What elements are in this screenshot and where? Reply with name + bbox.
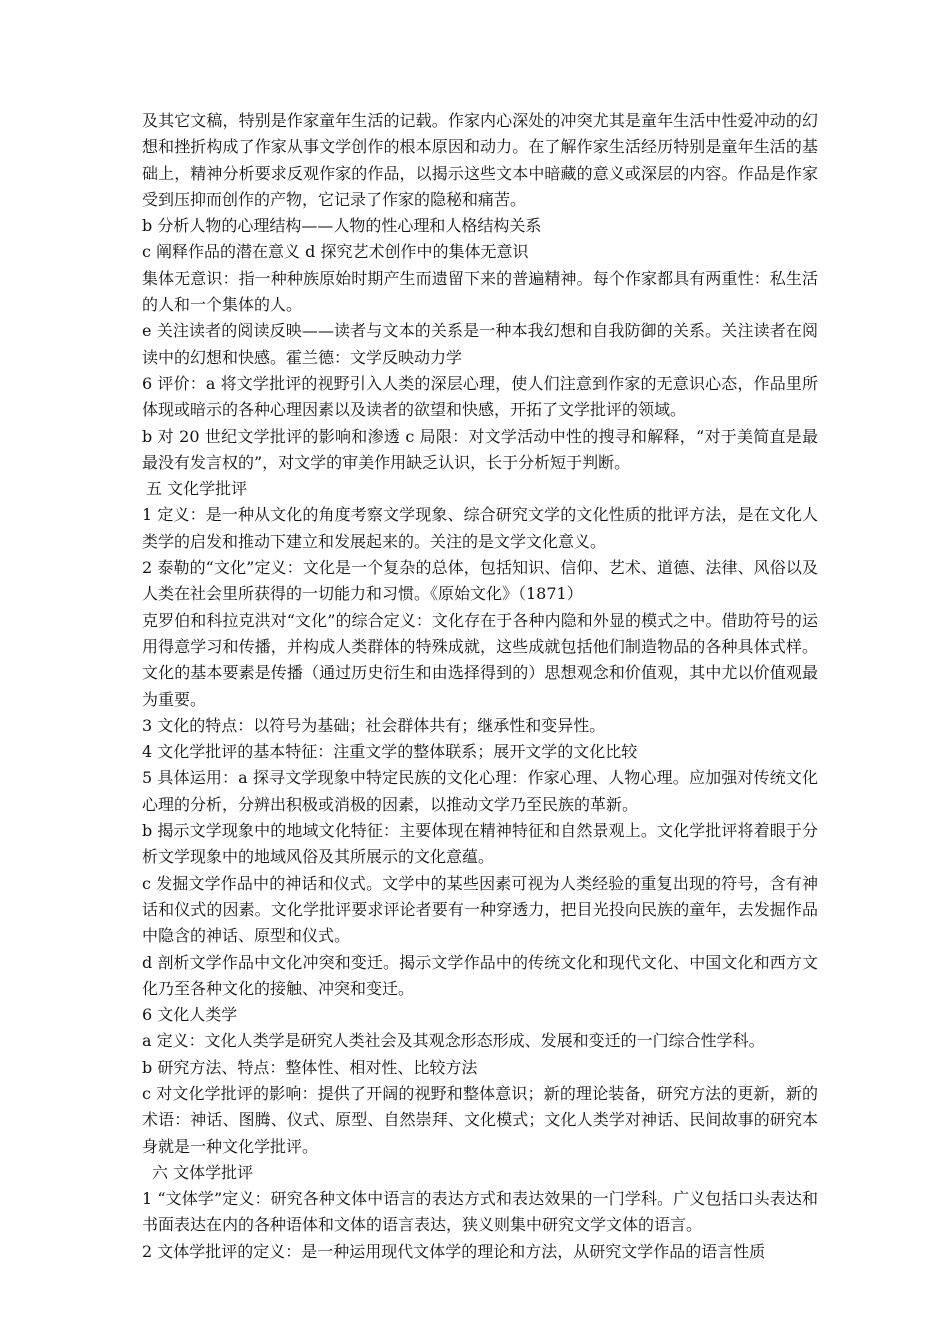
paragraph: b 揭示文学现象中的地域文化特征：主要体现在精神特征和自然景观上。文化学批评将着眼于分析文学现象中的地域风俗及其所展示的文化意蕴。: [142, 821, 818, 867]
paragraph: 集体无意识：指一种种族原始时期产生而遗留下来的普遍精神。每个作家都具有两重性：私生活的人和一个集体的人。: [142, 268, 818, 315]
paragraph: e 关注读者的阅读反映——读者与文本的关系是一种本我幻想和自我防御的关系。关注读者在阅读中的幻想和快感。霍兰德：文学反映动力学: [142, 321, 818, 367]
paragraph: 3 文化的特点：以符号为基础；社会群体共有；继承性和变异性。: [142, 715, 606, 735]
paragraph: a 定义：文化人类学是研究人类社会及其观念形态形成、发展和变迁的一门综合性学科。: [142, 1031, 765, 1051]
paragraph: c 对文化学批评的影响：提供了开阔的视野和整体意识；新的理论装备，研究方法的更新，新的术语：神话、图腾、仪式、原型、自然崇拜、文化模式；文化人类学对神话、民间故事的研究本身就是一种文化学批评。: [142, 1083, 818, 1156]
paragraph: c 发掘文学作品中的神话和仪式。文学中的某些因素可视为人类经验的重复出现的符号，含有神话和仪式的因素。文化学批评要求评论者要有一种穿透力，把目光投向民族的童年，去发掘作品中隐含的神话、原型和仪式。: [142, 873, 818, 946]
paragraph: d 剖析文学作品中文化冲突和变迁。揭示文学作品中的传统文化和现代文化、中国文化和西方文化乃至各种文化的接触、冲突和变迁。: [142, 952, 818, 998]
paragraph: 2 文体学批评的定义：是一种运用现代文体学的理论和方法，从研究文学作品的语言性质: [142, 1241, 766, 1261]
paragraph: b 研究方法、特点：整体性、相对性、比较方法: [142, 1057, 478, 1077]
paragraph: c 阐释作品的潜在意义 d 探究艺术创作中的集体无意识: [142, 242, 529, 262]
paragraph: 4 文化学批评的基本特征：注重文学的整体联系；展开文学的文化比较: [142, 742, 638, 762]
paragraph: 1 “文体学”定义：研究各种文体中语言的表达方式和表达效果的一门学科。广义包括口头表达和书面表达在内的各种语体和文体的语言表达，狭义则集中研究文学文体的语言。: [142, 1189, 818, 1235]
paragraph: b 对 20 世纪文学批评的影响和渗透 c 局限：对文学活动中性的搜寻和解释，“对于美简直是最最没有发言权的”，对文学的审美作用缺乏认识，长于分析短于判断。: [142, 426, 818, 472]
section-heading-5: 五 文化学批评: [146, 479, 248, 499]
paragraph: 6 评价：a 将文学批评的视野引入人类的深层心理，使人们注意到作家的无意识心态，作品里所体现或暗示的各种心理因素以及读者的欲望和快感，开拓了文学批评的领域。: [142, 373, 818, 420]
section-heading-6: 六 文体学批评: [152, 1162, 254, 1182]
paragraph: 6 文化人类学: [142, 1005, 238, 1025]
document-body: [142, 108, 818, 1265]
paragraph: b 分析人物的心理结构——人物的性心理和人格结构关系: [142, 216, 542, 236]
paragraph: 1 定义：是一种从文化的角度考察文学现象、综合研究文学的文化性质的批评方法，是在文化人类学的启发和推动下建立和发展起来的。关注的是文学文化意义。: [142, 505, 818, 551]
paragraph: 克罗伯和科拉克洪对“文化”的综合定义：文化存在于各种内隐和外显的模式之中。借助符号的运用得意学习和传播，并构成人类群体的特殊成就，这些成就包括他们制造物品的各种具体式样。文化的基本要素是传播（通过历史衍生和由选择得到的）思想观念和价值观，其中尤以价值观最为重要。: [142, 610, 818, 709]
paragraph: 5 具体运用：a 探寻文学现象中特定民族的文化心理：作家心理、人物心理。应加强对传统文化心理的分析，分辨出积极或消极的因素，以推动文学乃至民族的革新。: [142, 768, 818, 814]
paragraph: 及其它文稿，特别是作家童年生活的记载。作家内心深处的冲突尤其是童年生活中性爱冲动的幻想和挫折构成了作家从事文学创作的根本原因和动力。在了解作家生活经历特别是童年生活的基础上，精神分析要求反观作家的作品，以揭示这些文本中暗藏的意义或深层的内容。作品是作家受到压抑而创作的产物，它记录了作家的隐秘和痛苦。: [142, 111, 818, 209]
paragraph: 2 泰勒的“文化”定义：文化是一个复杂的总体，包括知识、信仰、艺术、道德、法律、风俗以及人类在社会里所获得的一切能力和习惯。《原始文化》（1871）: [142, 558, 818, 604]
